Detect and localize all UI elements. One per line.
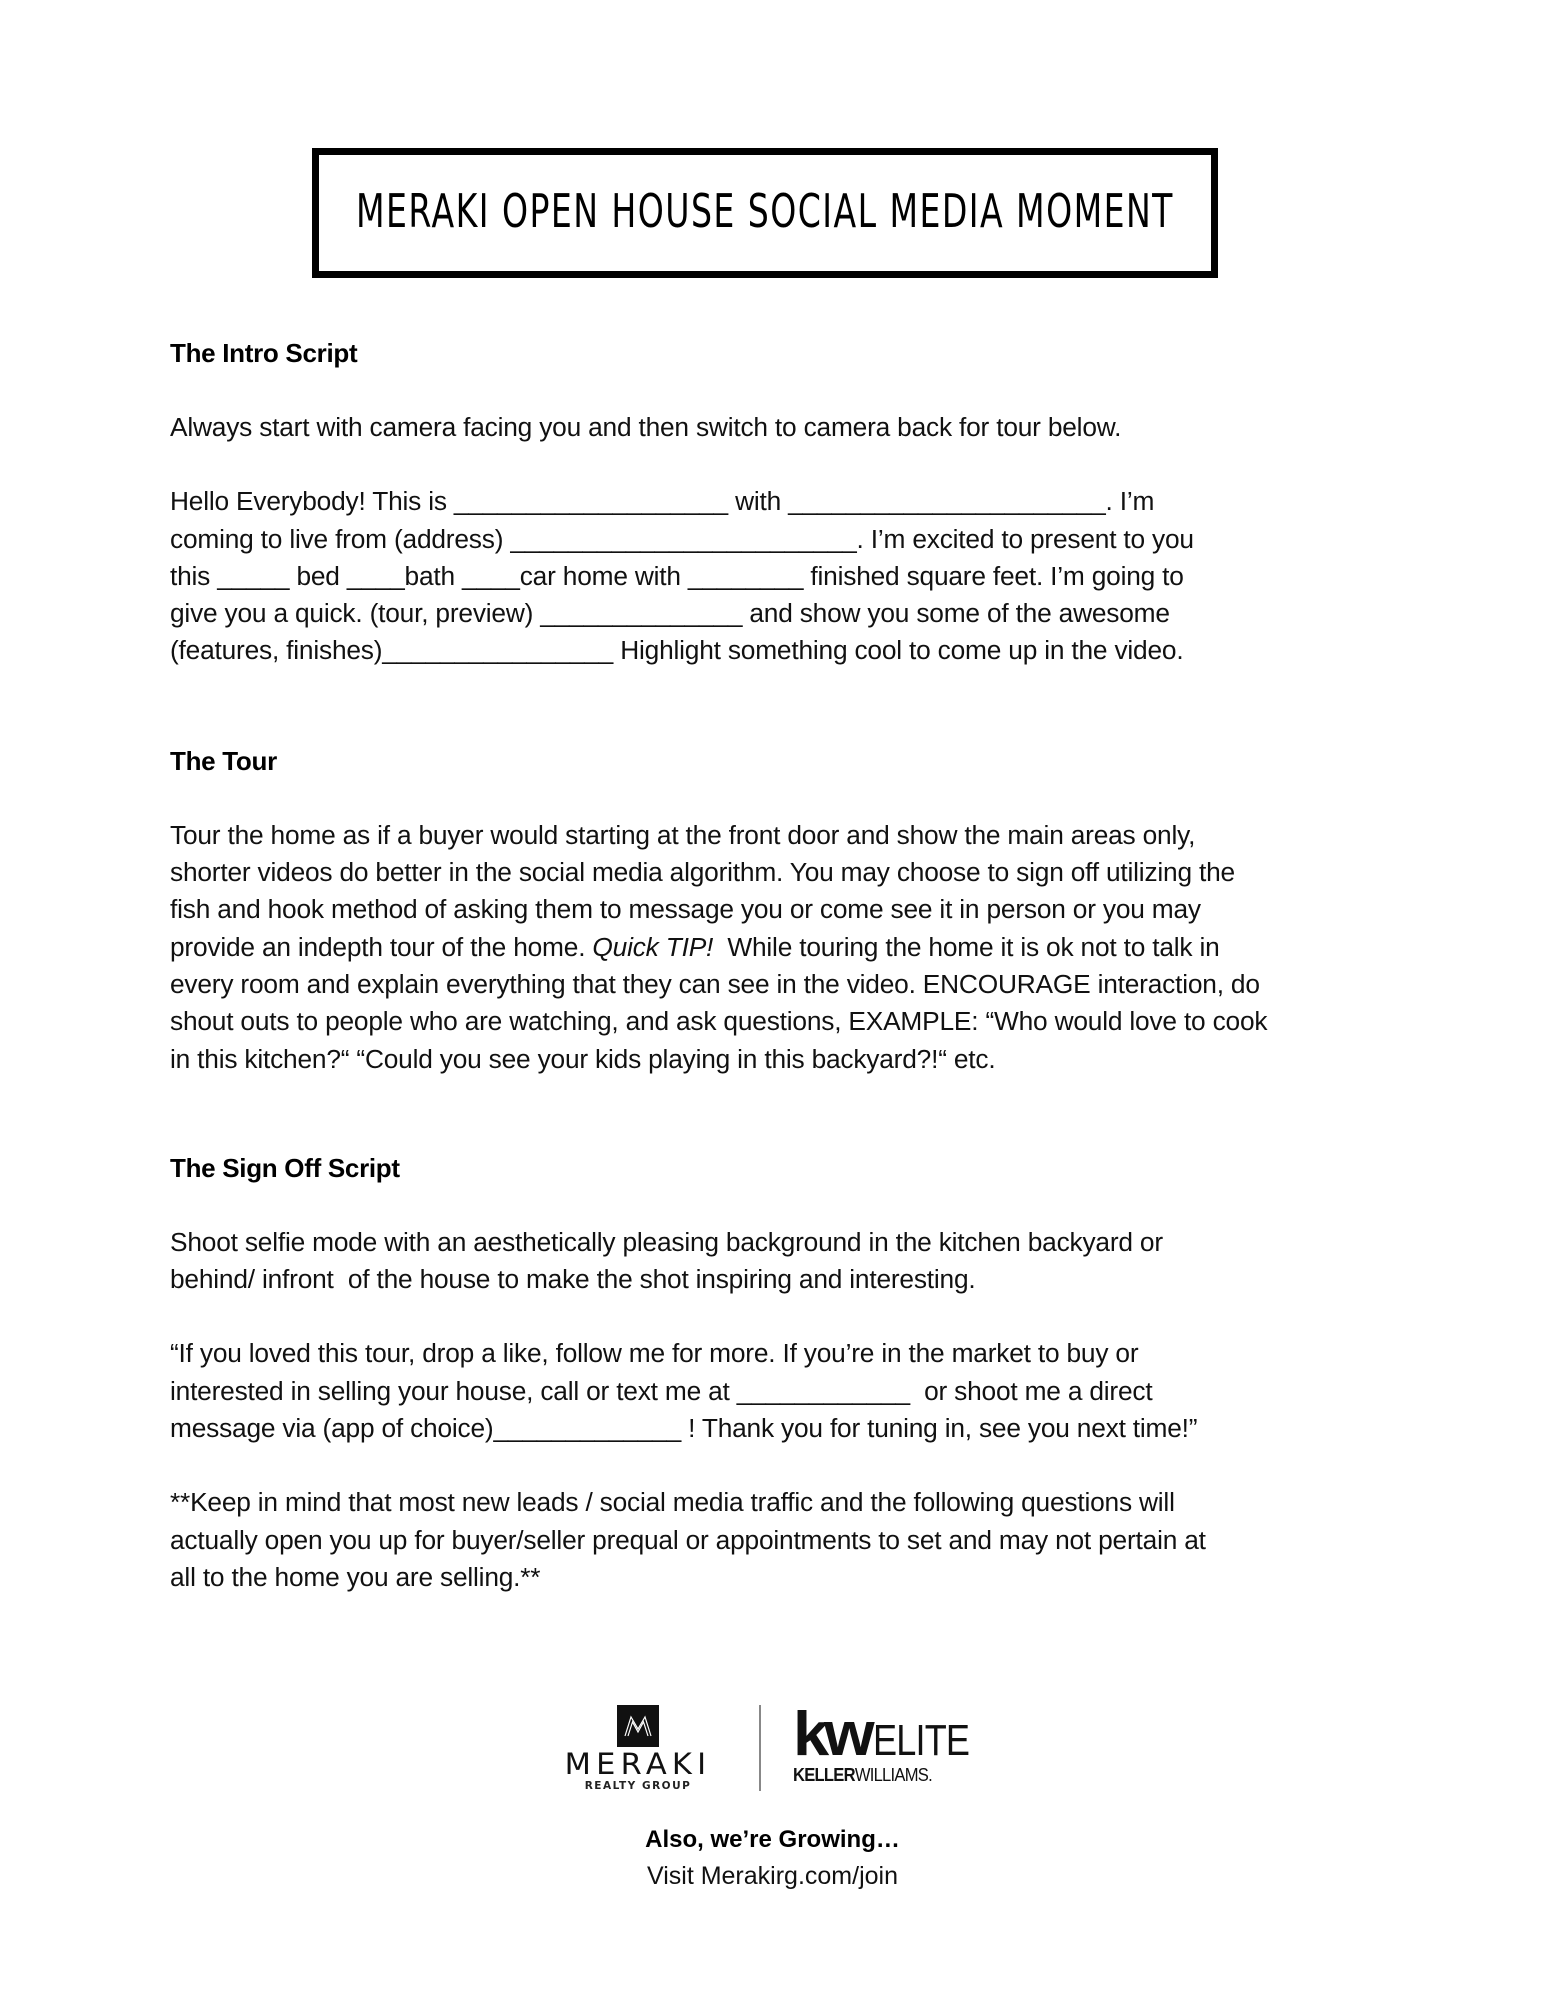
signoff-note [170, 1484, 1420, 1596]
intro-script-line: coming to live from (address) ________________________. I’m excited to present to you [170, 523, 1194, 554]
logo-row [548, 1700, 998, 1795]
footer-tagline: Also, we’re Growing… [645, 1826, 900, 1853]
williams-text: WILLIAMS. [854, 1765, 932, 1785]
tour-line: shout outs to people who are watching, and ask questions, EXAMPLE: “Who would love to cook [170, 1006, 1268, 1037]
signoff-instruction-line: behind/ infront of the house to make the shot inspiring and interesting. [170, 1264, 976, 1295]
kw-elite-logo [793, 1700, 1003, 1793]
tour-line: fish and hook method of asking them to message you or come see it in person or you may [170, 894, 1201, 925]
tour-tip-after: While touring the home it is ok not to talk in [713, 931, 1220, 962]
tour-line: every room and explain everything that they can see in the video. ENCOURAGE interaction, do [170, 968, 1260, 999]
footer-join-link[interactable]: Visit Merakirg.com/join [646, 1862, 898, 1890]
intro-script-line: Hello Everybody! This is ___________________ with ______________________. I’m [170, 486, 1155, 517]
signoff-note-line: all to the home you are selling.** [170, 1561, 541, 1592]
title-box [312, 148, 1218, 278]
signoff-note-line: actually open you up for buyer/seller prequal or appointments to set and may not pertain at [170, 1524, 1206, 1555]
intro-script-line: this _____ bed ____bath ____car home with ________ finished square feet. I’m going to [170, 560, 1184, 591]
tour-tip-line [170, 929, 1420, 966]
signoff-instruction [170, 1224, 1420, 1299]
tour-line: Tour the home as if a buyer would starting at the front door and show the main areas only, [170, 819, 1196, 850]
intro-script-line: give you a quick. (tour, preview) ______________ and show you some of the awesome [170, 598, 1170, 629]
signoff-section [170, 1150, 1420, 1596]
meraki-logo [548, 1705, 728, 1795]
quick-tip-label: Quick TIP! [592, 931, 714, 962]
intro-section [170, 335, 1420, 670]
meraki-m-glyph-icon [623, 1714, 653, 1738]
signoff-instruction-line: Shoot selfie mode with an aesthetically pleasing background in the kitchen backyard or [170, 1226, 1163, 1257]
signoff-script-line: message via (app of choice)_____________ ! Thank you for tuning in, see you next time!” [170, 1413, 1198, 1444]
signoff-script-line: “If you loved this tour, drop a like, follow me for more. If you’re in the market to buy or [170, 1338, 1139, 1369]
tour-section [170, 743, 1420, 1078]
meraki-subtitle: REALTY GROUP [584, 1780, 692, 1792]
intro-heading: The Intro Script [170, 338, 358, 368]
kw-mark: kw [793, 1700, 870, 1769]
tour-paragraph [170, 817, 1420, 1078]
keller-williams-text [793, 1765, 932, 1785]
signoff-script-line: interested in selling your house, call or text me at ____________ or shoot me a direct [170, 1375, 1153, 1406]
intro-script-line: (features, finishes)________________ Highlight something cool to come up in the video. [170, 635, 1184, 666]
tour-tip-before: provide an indepth tour of the home. [170, 931, 593, 962]
intro-script [170, 483, 1420, 669]
signoff-script [170, 1335, 1420, 1447]
document-body [170, 335, 1420, 1596]
page-title: MERAKI OPEN HOUSE SOCIAL MEDIA MOMENT [356, 184, 1174, 238]
intro-instruction: Always start with camera facing you and then switch to camera back for tour below. [170, 412, 1122, 442]
tour-line: in this kitchen?“ “Could you see your kids playing in this backyard?!“ etc. [170, 1043, 996, 1074]
keller-text: KELLER [793, 1765, 855, 1785]
meraki-m-icon [617, 1705, 659, 1747]
tour-line: shorter videos do better in the social media algorithm. You may choose to sign off utilizing the [170, 857, 1235, 888]
signoff-heading: The Sign Off Script [170, 1152, 400, 1183]
meraki-wordmark: MERAKI [564, 1747, 712, 1781]
logo-divider [759, 1705, 761, 1791]
tour-heading: The Tour [170, 745, 277, 776]
kw-elite-text: ELITE [873, 1716, 970, 1765]
signoff-note-line: **Keep in mind that most new leads / social media traffic and the following questions will [170, 1487, 1175, 1518]
